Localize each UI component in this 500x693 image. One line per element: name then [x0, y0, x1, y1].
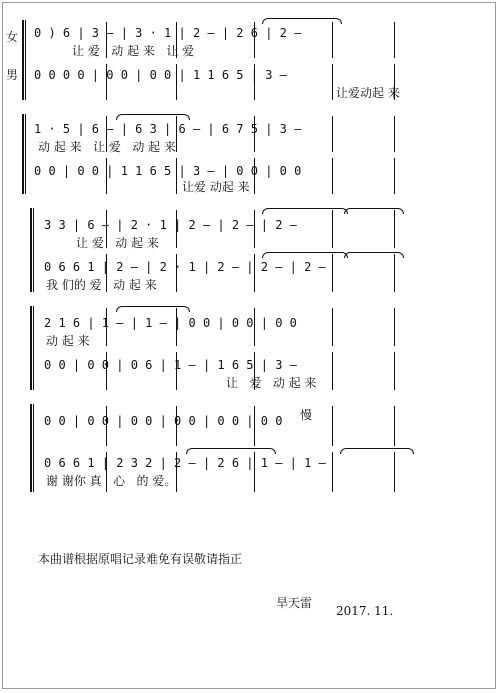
footer-author: 旱天雷 — [276, 596, 313, 610]
male-lyrics: 谢 谢你 真 心 的 爱。 — [46, 474, 177, 488]
score-system-2 — [0, 108, 500, 198]
female-lyrics: 动 起 来 让 爱 动 起 来 — [38, 140, 176, 154]
female-lyrics: 让 爱 动 起 来 — [76, 236, 159, 250]
female-lyrics: 让 爱 动 起 来 让 爱 — [72, 44, 195, 58]
male-part-label: 男 — [6, 68, 19, 82]
female-part-label: 女 — [6, 30, 19, 44]
female-notes: 0 0 | 0 0 | 0 0 | 0 0 | 0 0 | 0 0 — [44, 414, 283, 428]
female-lyrics: 动 起 来 — [46, 334, 90, 348]
male-notes: 0 0 | 0 0 | 1 1 6 5 | 3 — | 0 0 | 0 0 — [34, 164, 302, 178]
female-notes: 0 ) 6 | 3 — | 3 · 1 | 2 — | 2 6 | 2 — — [34, 26, 302, 40]
male-lyrics: 让爱 动起 来 — [182, 180, 250, 194]
footer-date: 2017. 11. — [336, 604, 394, 618]
female-notes: 1 · 5 | 6 — | 6 3 | 6 — | 6 7 5 | 3 — — [34, 122, 302, 136]
male-notes: 0 0 | 0 0 | 0 6 | 1 — | 1 6 5 | 3 — — [44, 358, 297, 372]
score-system-4 — [0, 300, 500, 392]
male-lyrics: 我 们的 爱 动 起 来 — [46, 278, 157, 292]
male-lyrics: 让爱动起 来 — [336, 86, 400, 100]
male-lyrics: 让 爱 动 起 来 — [226, 376, 317, 390]
score-system-1 — [0, 14, 500, 104]
male-notes: 0 6 6 1 | 2 — | 2 · 1 | 2 — | 2 — | 2 — — [44, 260, 326, 274]
footer-note: 本曲谱根据原唱记录难免有误敬请指正 — [38, 552, 243, 566]
male-notes: 0 6 6 1 | 2 3 2 | 2 — | 2 6 | 1 — | 1 — — [44, 456, 326, 470]
score-system-5 — [0, 398, 500, 494]
female-notes: 2 1 6 | 1 — | 1 — | 0 0 | 0 0 | 0 0 — [44, 316, 297, 330]
tempo-marking: 慢 — [300, 408, 313, 422]
male-notes: 0 0 0 0 | 0 0 | 0 0 | 1 1 6 5 | 3 — — [34, 68, 287, 82]
female-notes: 3 3 | 6 — | 2 · 1 | 2 — | 2 — | 2 — — [44, 218, 297, 232]
score-system-3 — [0, 202, 500, 294]
